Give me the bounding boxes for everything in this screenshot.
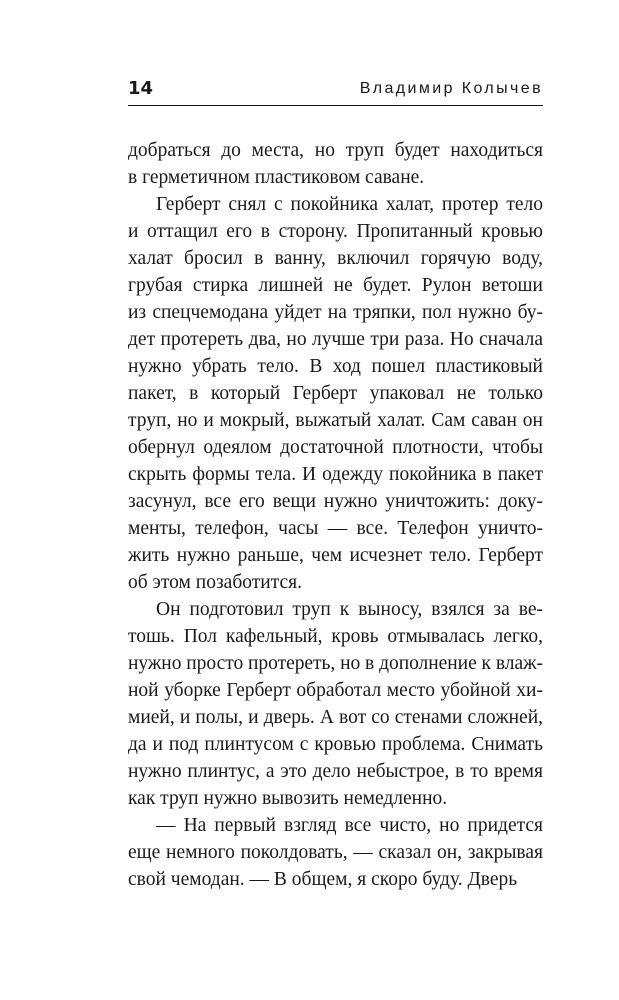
text-line: еще немного поколдовать, — сказал он, закрывая: [128, 842, 543, 863]
text-line: грубая стирка лишней не будет. Рулон ветоши: [128, 275, 543, 296]
page-header: [128, 74, 543, 104]
header-rule: [128, 105, 543, 106]
text-line: из спецчемодана уйдет на тряпки, пол нужно бу-: [128, 302, 543, 323]
running-title-author: Владимир Колычев: [359, 80, 543, 97]
text-line: ной уборке Герберт обработал место убойной хи-: [128, 680, 543, 701]
text-line: и оттащил его в сторону. Пропитанный кровью: [128, 221, 543, 242]
text-line: — На первый взгляд все чисто, но придется: [156, 815, 543, 836]
text-line: да и под плинтусом с кровью проблема. Снимать: [128, 734, 543, 755]
text-line: Он подготовил труп к выносу, взялся за ве-: [156, 599, 543, 620]
page-number: 14: [128, 78, 154, 99]
text-line: свой чемодан. — В общем, я скоро буду. Дверь: [128, 869, 518, 890]
text-line: Герберт снял с покойника халат, протер тело: [156, 194, 543, 215]
text-line: мией, и полы, и дверь. А вот со стенами сложней,: [128, 707, 543, 728]
text-line: в герметичном пластиковом саване.: [128, 167, 425, 188]
text-line: обернул одеялом достаточной плотности, чтобы: [128, 437, 543, 458]
text-line: нужно убрать тело. В ход пошел пластиковый: [128, 356, 543, 377]
text-line: засунул, все его вещи нужно уничтожить: доку-: [128, 491, 543, 512]
text-line: добраться до места, но труп будет находиться: [128, 140, 543, 161]
text-line: труп, но и мокрый, выжатый халат. Сам саван он: [128, 410, 543, 431]
text-line: менты, телефон, часы — все. Телефон уничто-: [128, 518, 543, 539]
text-line: скрыть формы тела. И одежду покойника в пакет: [128, 464, 543, 485]
text-line: тошь. Пол кафельный, кровь отмывалась легко,: [128, 626, 543, 647]
text-line: как труп нужно вывозить немедленно.: [128, 788, 448, 809]
body-text: [128, 137, 543, 893]
text-line: нужно просто протереть, но в дополнение к влаж-: [128, 653, 543, 674]
text-line: дет протереть два, но лучше три раза. Но сначала: [128, 329, 543, 350]
text-line: жить нужно раньше, чем исчезнет тело. Герберт: [128, 545, 543, 566]
text-line: халат бросил в ванну, включил горячую воду,: [128, 248, 543, 269]
text-line: нужно плинтус, а это дело небыстрое, в то время: [128, 761, 543, 782]
text-line: об этом позаботится.: [128, 572, 302, 593]
text-line: пакет, в который Герберт упаковал не только: [128, 383, 543, 404]
